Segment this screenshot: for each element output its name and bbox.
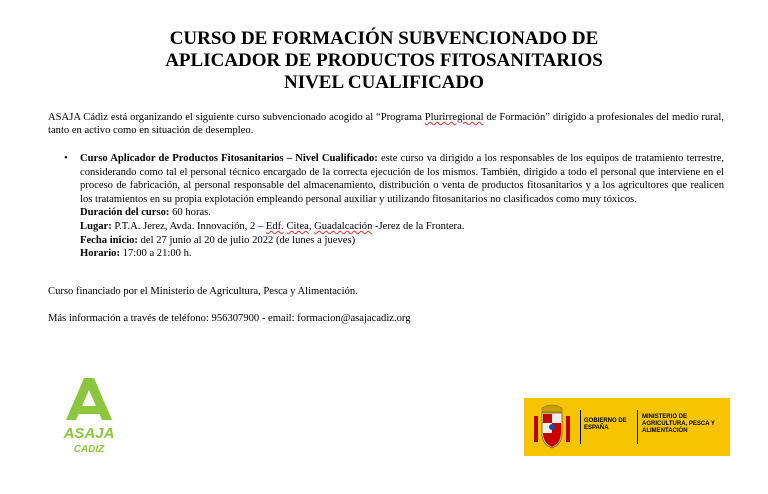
course-schedule — [80, 247, 724, 261]
bullet-icon: • — [64, 152, 68, 164]
place-underlined-1: Edf. — [265, 220, 284, 232]
place-label: Lugar: — [80, 220, 112, 232]
title-line-1: CURSO DE FORMACIÓN SUBVENCIONADO DE — [169, 28, 599, 49]
gobierno-ministerio-logo — [524, 398, 730, 456]
course-name: Curso Aplicador de Productos Fitosanitarios – Nivel Cualificado: — [80, 153, 378, 164]
document-title — [0, 28, 768, 94]
place-space-2: , — [308, 220, 315, 232]
duration-value: 60 horas. — [169, 207, 211, 219]
asaja-logo — [54, 376, 124, 456]
asaja-logo-icon — [54, 376, 124, 456]
logo-separator-1 — [580, 410, 581, 444]
coat-of-arms-icon — [532, 402, 572, 452]
schedule-label: Horario: — [80, 248, 121, 260]
intro-text-before: ASAJA Cádiz está organizando el siguiente curso subvencionado acogido al “Programa — [48, 112, 425, 123]
title-line-2: APLICADOR DE PRODUCTOS FITOSANITARIOS — [165, 50, 603, 71]
logo-separator-2 — [637, 410, 638, 444]
schedule-value: 17:00 a 21:00 h. — [120, 248, 192, 260]
place-value-1: P.T.A. Jerez, Avda. Innovación, 2 – — [111, 220, 266, 232]
course-start-date — [80, 234, 724, 248]
ministerio-text: MINISTERIO DE AGRICULTURA, PESCA Y ALIMENTACIÓN — [642, 414, 715, 434]
course-description-text: este curso va dirigido a los responsables de los equipos de tratamiento terrestre, considerando como tal el personal técnico encargado de la correcta ejecución de los mismos. También, dirigido a todo el personal que interviene en el proceso de fabricación, al personal responsable del almacenamiento, distribución o venta de productos fitosanitarios y a los agricultores que realicen los tratamientos en su propia explotación empleando personal auxiliar y utilizando fitosanitarios no clasificados como muy tóxicos. — [80, 153, 724, 205]
course-duration — [80, 206, 724, 220]
place-underlined-3: Guadalcación — [314, 220, 373, 232]
intro-paragraph — [48, 111, 724, 137]
course-description — [80, 152, 724, 206]
contact-paragraph: Más información a través de teléfono: 956307900 - email: formacion@asajacadiz.org — [48, 313, 411, 324]
duration-label: Duración del curso: — [80, 207, 170, 219]
title-line-3: NIVEL CUALIFICADO — [283, 72, 485, 93]
intro-text-after: de Formación” dirigido a profesionales del medio rural, tanto en activo como en situación de desempleo. — [48, 112, 724, 136]
place-underlined-2: Citea — [286, 220, 309, 232]
cadiz-logo-text: CADIZ — [73, 444, 105, 455]
course-bullet — [80, 152, 724, 261]
place-value-2: -Jerez de la Frontera. — [372, 220, 465, 232]
start-label: Fecha inicio: — [80, 234, 138, 246]
start-value: del 27 junio al 20 de julio 2022 (de lunes a jueves) — [137, 234, 356, 246]
intro-underlined-word: Plurirregional — [424, 112, 484, 123]
asaja-logo-text: ASAJA — [63, 425, 115, 442]
funding-paragraph: Curso financiado por el Ministerio de Agricultura, Pesca y Alimentación. — [48, 286, 358, 297]
course-place — [80, 220, 724, 234]
gobierno-text: GOBIERNO DE ESPAÑA — [584, 418, 627, 431]
